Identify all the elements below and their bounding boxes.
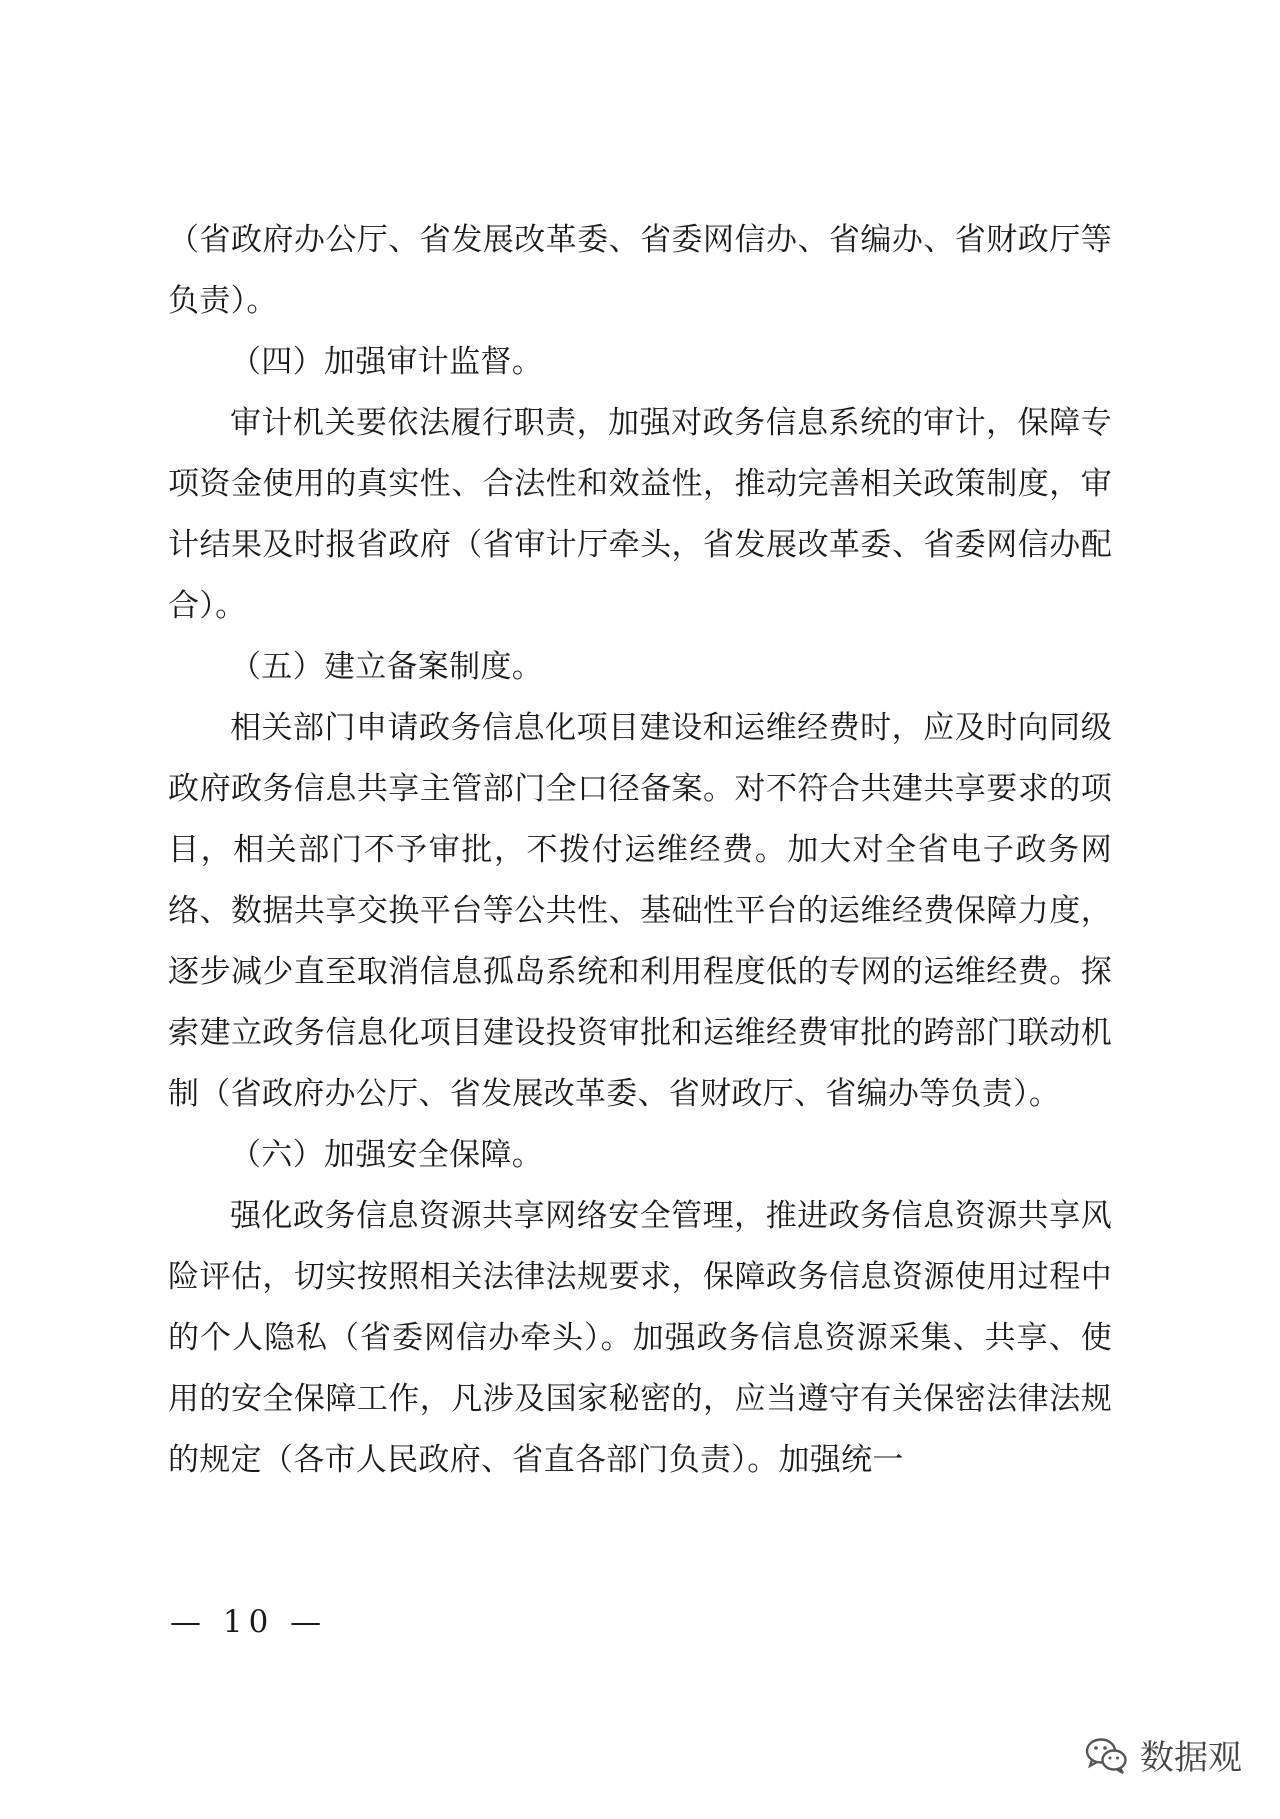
watermark <box>1084 1730 1242 1779</box>
section-heading: （四）加强审计监督。 <box>230 344 543 380</box>
watermark-text: 数据观 <box>1140 1738 1242 1778</box>
page-number: — 10 — <box>170 1604 328 1640</box>
section-heading: （五）建立备案制度。 <box>230 649 543 685</box>
paragraph: （省政府办公厅、省发展改革委、省委网信办、省编办、省财政厅等负责）。 <box>168 222 1112 319</box>
paragraph: 相关部门申请政务信息化项目建设和运维经费时，应及时向同级政府政务信息共享主管部门全口径备案。对不符合共建共享要求的项目，相关部门不予审批，不拨付运维经费。加大对全省电子政务网络、数据共享交换平台等公共性、基础性平台的运维经费保障力度，逐步减少直至取消信息孤岛系统和利用程度低的专网的运维经费。探索建立政务信息化项目建设投资审批和运维经费审批的跨部门联动机制（省政府办公厅、省发展改革委、省财政厅、省编办等负责）。 <box>168 710 1112 1112</box>
section-heading: （六）加强安全保障。 <box>230 1137 543 1173</box>
paragraph: 审计机关要依法履行职责，加强对政务信息系统的审计，保障专项资金使用的真实性、合法性和效益性，推动完善相关政策制度，审计结果及时报省政府（省审计厅牵头，省发展改革委、省委网信办配合）。 <box>168 405 1112 624</box>
wechat-icon <box>1084 1735 1130 1775</box>
paragraph: 强化政务信息资源共享网络安全管理，推进政务信息资源共享风险评估，切实按照相关法律法规要求，保障政务信息资源使用过程中的个人隐私（省委网信办牵头）。加强政务信息资源采集、共享、使用的安全保障工作，凡涉及国家秘密的，应当遵守有关保密法律法规的规定（各市人民政府、省直各部门负责）。加强统一 <box>168 1198 1112 1478</box>
document-body <box>168 210 1112 1491</box>
